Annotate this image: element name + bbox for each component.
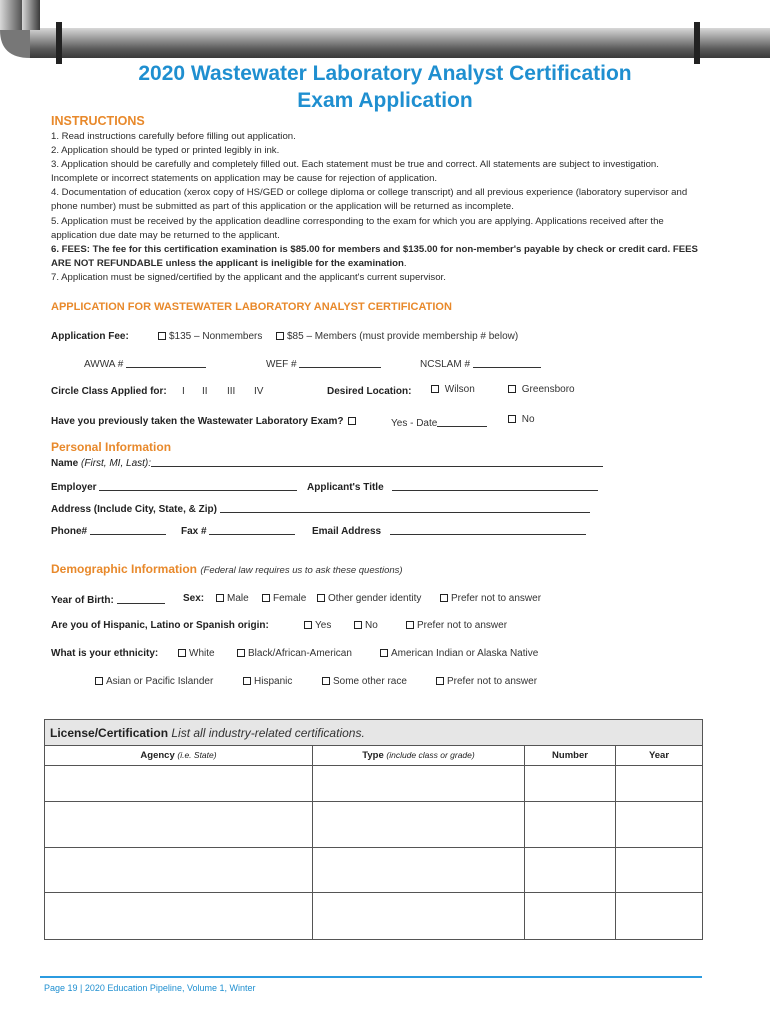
- checkbox-icon[interactable]: [436, 677, 444, 685]
- instructions-list: [51, 130, 701, 285]
- checkbox-icon[interactable]: [354, 621, 362, 629]
- col-type-header: Type (include class or grade): [313, 746, 525, 766]
- class-label: Circle Class Applied for:: [51, 386, 167, 397]
- previous-yes-date-field[interactable]: Yes - Date: [391, 416, 487, 429]
- ethnicity-white-option[interactable]: White: [178, 648, 215, 659]
- table-row: [45, 893, 703, 940]
- location-greensboro-option[interactable]: Greensboro: [508, 384, 575, 395]
- ncslam-field[interactable]: NCSLAM #: [420, 357, 541, 370]
- class-option-i[interactable]: I: [182, 386, 185, 397]
- instruction-item: 4. Documentation of education (xerox copy of HS/GED or college diploma or college transcript) and all previous experience (laboratory supervisor and phone number) must be submitted as part of this application or the application will be returned as incomplete.: [51, 187, 688, 213]
- checkbox-icon[interactable]: [508, 385, 516, 393]
- year-cell[interactable]: [616, 848, 703, 893]
- checkbox-icon[interactable]: [348, 417, 356, 425]
- wef-field[interactable]: WEF #: [266, 357, 381, 370]
- checkbox-icon[interactable]: [406, 621, 414, 629]
- table-row: [45, 766, 703, 802]
- footer-divider: [40, 976, 702, 978]
- sex-label: Sex:: [183, 593, 205, 604]
- ethnicity-black-option[interactable]: Black/African-American: [237, 648, 352, 659]
- email-field[interactable]: Email Address: [312, 524, 586, 537]
- checkbox-icon[interactable]: [262, 594, 270, 602]
- instruction-item: 3. Application should be carefully and completely filled out. Each statement must be true and correct. All statements are subject to investigation. Incomplete or incorrect statements on application may be cause for rejection of application.: [51, 159, 659, 185]
- hispanic-no-option[interactable]: No: [354, 620, 378, 631]
- license-table-title-row: [45, 720, 703, 746]
- checkbox-icon[interactable]: [317, 594, 325, 602]
- checkbox-icon[interactable]: [243, 677, 251, 685]
- checkbox-icon[interactable]: [178, 649, 186, 657]
- year-of-birth-field[interactable]: Year of Birth:: [51, 593, 165, 606]
- address-field[interactable]: Address (Include City, State, & Zip): [51, 502, 590, 515]
- ethnicity-prefer-option[interactable]: Prefer not to answer: [436, 676, 537, 687]
- number-cell[interactable]: [525, 766, 616, 802]
- type-cell[interactable]: [313, 848, 525, 893]
- checkbox-icon[interactable]: [508, 415, 516, 423]
- personal-info-heading: Personal Information: [51, 440, 172, 454]
- year-cell[interactable]: [616, 766, 703, 802]
- page-footer: Page 19 | 2020 Education Pipeline, Volume 1, Winter: [44, 983, 256, 993]
- license-table: [44, 719, 703, 940]
- previous-no-option[interactable]: No: [508, 414, 535, 425]
- col-number-header: Number: [525, 746, 616, 766]
- number-cell[interactable]: [525, 848, 616, 893]
- hispanic-label: Are you of Hispanic, Latino or Spanish origin:: [51, 620, 269, 631]
- name-field[interactable]: Name (First, MI, Last):: [51, 456, 603, 469]
- agency-cell[interactable]: [45, 766, 313, 802]
- col-year-header: Year: [616, 746, 703, 766]
- license-table-title: License/Certification List all industry-related certifications.: [45, 720, 703, 746]
- year-cell[interactable]: [616, 893, 703, 940]
- checkbox-icon[interactable]: [95, 677, 103, 685]
- checkbox-icon[interactable]: [276, 332, 284, 340]
- number-cell[interactable]: [525, 893, 616, 940]
- sex-female-option[interactable]: Female: [262, 593, 306, 604]
- location-label: Desired Location:: [327, 386, 412, 397]
- type-cell[interactable]: [313, 893, 525, 940]
- license-table-header-row: [45, 746, 703, 766]
- ethnicity-label: What is your ethnicity:: [51, 648, 159, 659]
- instruction-item-fees: 6. FEES: The fee for this certification examination is $85.00 for members and $135.00 for non-member's payable by check or credit card. FEES ARE NOT REFUNDABLE unless the applicant is ineligible for the examination.: [51, 243, 698, 269]
- employer-field[interactable]: Employer: [51, 480, 297, 493]
- ethnicity-hispanic-option[interactable]: Hispanic: [243, 676, 292, 687]
- checkbox-icon[interactable]: [431, 385, 439, 393]
- hispanic-prefer-option[interactable]: Prefer not to answer: [406, 620, 507, 631]
- instructions-heading: INSTRUCTIONS: [51, 114, 145, 128]
- sex-other-option[interactable]: Other gender identity: [317, 593, 421, 604]
- fax-field[interactable]: Fax #: [181, 524, 295, 537]
- class-option-iii[interactable]: III: [227, 386, 236, 397]
- location-wilson-option[interactable]: Wilson: [431, 384, 475, 395]
- instruction-item: 5. Application must be received by the application deadline corresponding to the exam for which you are applying. Applications received after the application due date may be returned to the applicant.: [51, 215, 664, 241]
- checkbox-icon[interactable]: [322, 677, 330, 685]
- table-row: [45, 802, 703, 848]
- demographic-heading: Demographic Information (Federal law requires us to ask these questions): [51, 562, 403, 576]
- year-cell[interactable]: [616, 802, 703, 848]
- applicant-title-field[interactable]: Applicant's Title: [307, 480, 598, 493]
- instruction-item: 1. Read instructions carefully before filling out application.: [51, 131, 296, 142]
- table-row: [45, 848, 703, 893]
- ethnicity-asian-option[interactable]: Asian or Pacific Islander: [95, 676, 213, 687]
- agency-cell[interactable]: [45, 802, 313, 848]
- phone-field[interactable]: Phone#: [51, 524, 166, 537]
- instruction-item: 2. Application should be typed or printed legibly in ink.: [51, 145, 280, 157]
- previous-exam-label: Have you previously taken the Wastewater Laboratory Exam?: [51, 416, 359, 427]
- awwa-field[interactable]: AWWA #: [84, 357, 206, 370]
- agency-cell[interactable]: [45, 848, 313, 893]
- checkbox-icon[interactable]: [216, 594, 224, 602]
- number-cell[interactable]: [525, 802, 616, 848]
- ethnicity-other-option[interactable]: Some other race: [322, 676, 407, 687]
- type-cell[interactable]: [313, 766, 525, 802]
- fee-label: Application Fee:: [51, 331, 129, 342]
- instruction-item: 7. Application must be signed/certified by the applicant and the applicant's current supervisor.: [51, 271, 446, 283]
- checkbox-icon[interactable]: [304, 621, 312, 629]
- fee-member-option[interactable]: $85 – Members (must provide membership # below): [276, 331, 518, 342]
- hispanic-yes-option[interactable]: Yes: [304, 620, 331, 631]
- class-option-ii[interactable]: II: [202, 386, 208, 397]
- checkbox-icon[interactable]: [237, 649, 245, 657]
- sex-male-option[interactable]: Male: [216, 593, 249, 604]
- type-cell[interactable]: [313, 802, 525, 848]
- checkbox-icon[interactable]: [440, 594, 448, 602]
- sex-prefer-option[interactable]: Prefer not to answer: [440, 593, 541, 604]
- checkbox-icon[interactable]: [158, 332, 166, 340]
- checkbox-icon[interactable]: [380, 649, 388, 657]
- agency-cell[interactable]: [45, 893, 313, 940]
- ethnicity-american-indian-option[interactable]: American Indian or Alaska Native: [380, 648, 538, 659]
- page-title: 2020 Wastewater Laboratory Analyst Certification Exam Application: [138, 62, 632, 112]
- fee-nonmember-option[interactable]: $135 – Nonmembers: [158, 331, 262, 342]
- application-heading: APPLICATION FOR WASTEWATER LABORATORY ANALYST CERTIFICATION: [51, 301, 452, 313]
- col-agency-header: Agency (i.e. State): [45, 746, 313, 766]
- class-option-iv[interactable]: IV: [254, 386, 264, 397]
